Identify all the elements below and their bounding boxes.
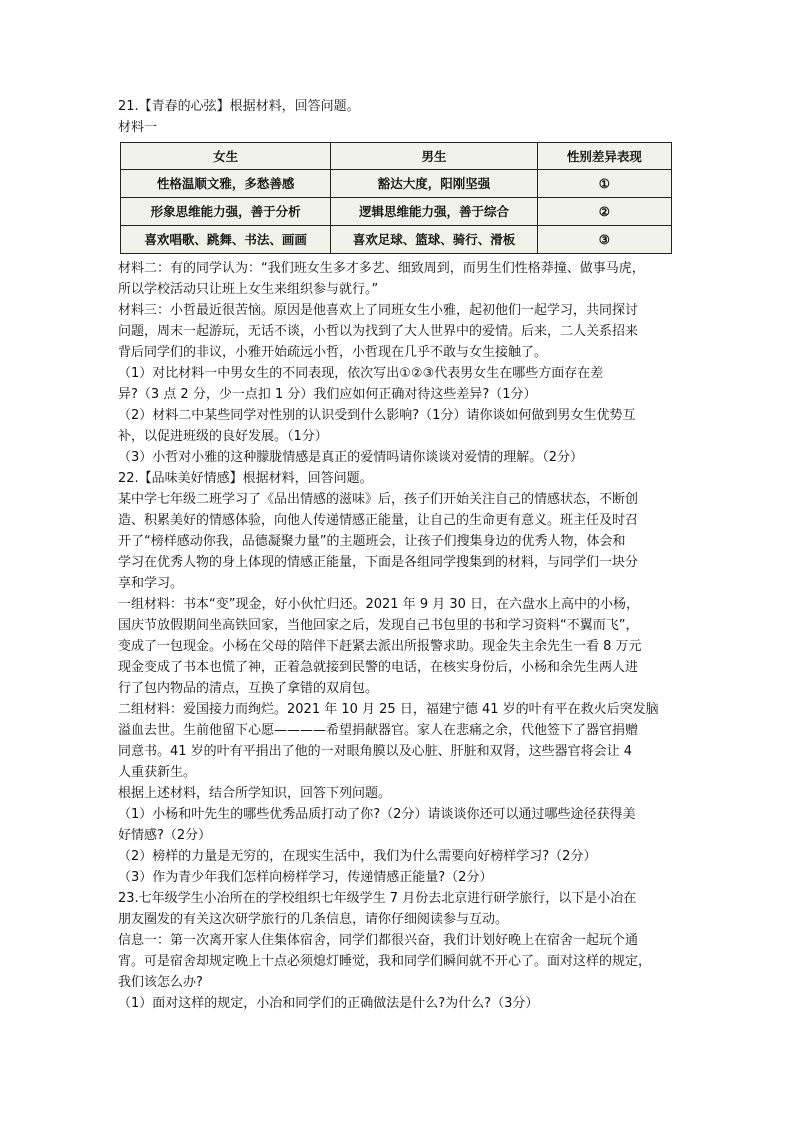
text-line: （2）材料二中某些同学对性别的认识受到什么影响?（1分）请你谈如何做到男女生优势互 [118, 408, 636, 423]
table-row [121, 198, 672, 226]
text-line: 材料二：有的同学认为：“我们班女生多才多艺、细致周到，而男生们性格莽撞、做事马虎， [118, 261, 645, 276]
table-cell: 性格温顺文雅，多愁善感 [121, 170, 331, 198]
text-line: （1）小杨和叶先生的哪些优秀品质打动了你?（2分）请谈谈你还可以通过哪些途径获得美 [118, 807, 636, 822]
text-line: 问题，周末一起游玩，无话不谈，小哲以为找到了大人世界中的爱情。后来，二人关系招来 [118, 324, 639, 339]
q23-body [118, 888, 678, 1014]
text-line: 背后同学们的非议，小雅开始疏远小哲，小哲现在几乎不敢与女生接触了。 [118, 345, 548, 360]
q21-body [118, 258, 678, 468]
table-cell: ③ [537, 226, 671, 254]
table-row [121, 226, 672, 254]
text-line: 现金变成了书本也慌了神，正着急就接到民警的电话，在核实身份后，小杨和余先生两人进 [118, 660, 639, 675]
text-line: 根据上述材料，结合所学知识，回答下列问题。 [118, 786, 392, 801]
q22-body [118, 468, 678, 888]
text-line: 材料三：小哲最近很苦恼。原因是他喜欢上了同班女生小雅，起初他们一起学习，共同探讨 [118, 303, 639, 318]
text-line: 造、积累美好的情感体验，向他人传递情感正能量，让自己的生命更有意义。班主任及时召 [118, 513, 639, 528]
table-cell: 喜欢唱歌、跳舞、书法、画画 [121, 226, 331, 254]
text-line: 22.【品味美好情感】根据材料，回答问题。 [118, 471, 373, 486]
text-line: 变成了一包现金。小杨在父母的陪伴下赶紧去派出所报警求助。现金失主余先生一看 8 万元 [118, 639, 642, 654]
text-line: 行了包内物品的清点，互换了拿错的双肩包。 [118, 681, 379, 696]
text-line: 同意书。41 岁的叶有平捐出了他的一对眼角膜以及心脏、肝脏和双肾，这些器官将会让 4 [118, 744, 633, 759]
text-line: 好情感?（2分） [118, 828, 212, 843]
table-cell: 形象思维能力强，善于分析 [121, 198, 331, 226]
table-header: 女生 [121, 143, 331, 170]
text-line: 朋友圈发的有关这次研学旅行的几条信息，请你仔细阅读参与互动。 [118, 912, 509, 927]
text-line: 宵。可是宿舍却规定晚上十点必须熄灯睡觉，我和同学们瞬间就不开心了。面对这样的规定， [118, 954, 652, 969]
text-line: 溢血去世。生前他留下心愿————希望捐献器官。家人在悲痛之余，代他签下了器官捐赠 [118, 723, 639, 738]
text-line: 享和学习。 [118, 576, 184, 591]
exam-page [118, 96, 678, 1014]
table-cell: ② [537, 198, 671, 226]
table-cell: 逻辑思维能力强，善于综合 [331, 198, 538, 226]
table-row [121, 170, 672, 198]
table-header: 男生 [331, 143, 538, 170]
text-line: 所以学校活动只让班上女生来组织参与就行。” [118, 282, 379, 297]
material1-label: 材料一 [118, 120, 158, 135]
text-line: （3）作为青少年我们怎样向榜样学习，传递情感正能量?（2分） [118, 870, 493, 885]
text-line: （2）榜样的力量是无穷的，在现实生活中，我们为什么需要向好榜样学习?（2分） [118, 849, 597, 864]
text-line: （1）对比材料一中男女生的不同表现，依次写出①②③代表男女生在哪些方面存在差 [118, 366, 604, 381]
text-line: 二组材料：爱国接力而绚烂。2021 年 10 月 25 日，福建宁德 41 岁的叶有平在救火后突发脑 [118, 702, 659, 717]
text-line: 一组材料：书本“变”现金，好小伙忙归还。2021 年 9 月 30 日，在六盘水上高中的小杨， [118, 597, 640, 612]
text-line: 23.七年级学生小冶所在的学校组织七年级学生 7 月份去北京进行研学旅行，以下是小冶在 [118, 891, 637, 906]
text-line: 补，以促进班级的良好发展。（1分） [118, 429, 328, 444]
text-line: 信息一：第一次离开家人住集体宿舍，同学们都很兴奋，我们计划好晚上在宿舍一起玩个通 [118, 933, 639, 948]
text-line: 我们该怎么办? [118, 975, 203, 990]
text-line: 国庆节放假期间坐高铁回家，当他回家之后，发现自己书包里的书和学习资料“不翼而飞”， [118, 618, 639, 633]
text-line: 某中学七年级二班学习了《品出情感的滋味》后，孩子们开始关注自己的情感状态，不断创 [118, 492, 639, 507]
table-header-row [121, 143, 672, 170]
gender-difference-table [120, 142, 672, 254]
text-line: 学习在优秀人物的身上体现的情感正能量，下面是各组同学搜集到的材料，与同学们一块分 [118, 555, 639, 570]
q21-heading: 21.【青春的心弦】根据材料，回答问题。 [118, 99, 360, 114]
text-line: （1）面对这样的规定，小冶和同学们的正确做法是什么?为什么?（3分） [118, 996, 539, 1011]
text-line: 人重获新生。 [118, 765, 197, 780]
text-line: （3）小哲对小雅的这种朦胧情感是真正的爱情吗请你谈谈对爱情的理解。（2分） [118, 450, 584, 465]
table-cell: 喜欢足球、篮球、骑行、滑板 [331, 226, 538, 254]
table-header: 性别差异表现 [537, 143, 671, 170]
table-cell: 豁达大度，阳刚坚强 [331, 170, 538, 198]
text-line: 异?（3 点 2 分，少一点扣 1 分）我们应如何正确对待这些差异?（1分） [118, 387, 537, 402]
text-line: 开了“榜样感动你我，品德凝聚力量”的主题班会，让孩子们搜集身边的优秀人物，体会和 [118, 534, 626, 549]
table-cell: ① [537, 170, 671, 198]
